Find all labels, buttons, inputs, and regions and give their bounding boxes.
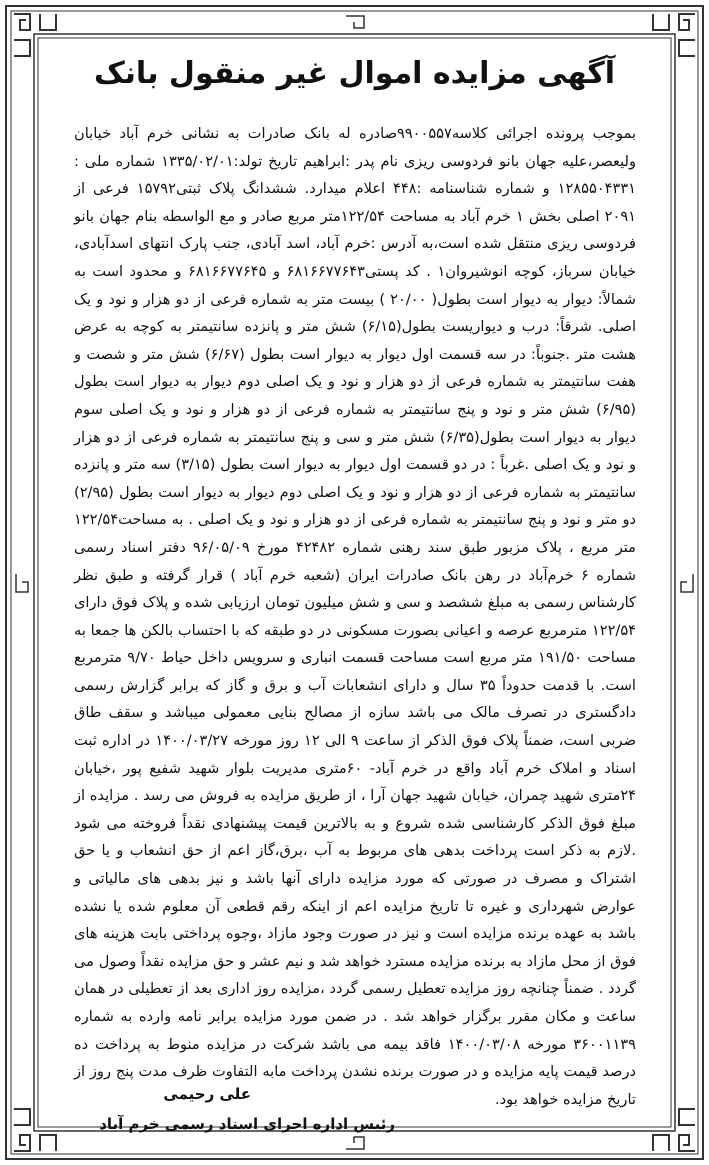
corner-ornament-bottom-right xyxy=(653,1109,695,1151)
notice-body xyxy=(74,120,636,1113)
signer-name: علی رحیمی xyxy=(163,1085,251,1103)
signer-title: رئیس اداره اجرای اسناد رسمی خرم آباد xyxy=(99,1115,395,1133)
corner-ornament-top-right xyxy=(653,14,695,56)
corner-ornament-top-left xyxy=(14,14,56,56)
notice-title: آگهی مزایده اموال غیر منقول بانک xyxy=(93,56,616,91)
notice-body-paragraph: بموجب پرونده اجرائی کلاسه۹۹۰۰۵۵۷صادره له بانک صادرات به نشانی خرم آباد خیابان ولیعصر،علیه جهان بانو فردوسی ریزی نام پدر :ابراهیم تاریخ تولد:۱۳۳۵/۰۲/۰۱ شماره ملی : ۱۲۸۵۵۰۴۳۳۱ و شماره شناسنامه :۴۴۸ اعلام میدارد. ششدانگ پلاک ثبتی۱۵۷۹۲ فرعی از ۲۰۹۱ اصلی بخش ۱ خرم آباد به مساحت ۱۲۲/۵۴متر مربع صادر و مع الواسطه بنام جهان بانو فردوسی ریزی منتقل شده است،به آدرس :خرم آباد، اسد آبادی، جنب پارک انتهای اسدآبادی، خیابان سرباز، کوچه انوشیروان۱ . کد پستی۶۸۱۶۶۷۷۶۴۳ و ۶۸۱۶۶۷۷۶۴۵ و محدود است به شمالاً: دیوار به دیوار است بطول( ۲۰/۰۰ ) بیست متر به شماره فرعی از دو هزار و نود و یک اصلی. شرقاً: درب و دیواریست بطول(۶/۱۵) شش متر و پانزده سانتیمتر به کوچه به عرض هشت متر .جنوباً: در سه قسمت اول دیوار به دیوار است بطول (۶/۶۷) شش متر و شصت و هفت سانتیمتر به شماره فرعی از دو هزار و نود و یک اصلی دوم دیوار به دیوار است بطول (۶/۹۵) شش متر و نود و پنج سانتیمتر به شماره فرعی از دو هزار و نود و یک اصلی سوم دیوار به دیوار است بطول(۶/۳۵) شش متر و سی و پنج سانتیمتر به شماره فرعی از دو هزار و نود و یک اصلی .غرباً : در دو قسمت اول دیوار به دیوار است بطول (۳/۱۵) سه متر و پانزده سانتیمتر به شماره فرعی از دو هزار و نود و یک اصلی دوم دیوار به دیوار است بطول (۲/۹۵) دو متر و نود و پنج سانتیمتر به شماره فرعی از دو هزار و نود و یک اصلی . به مساحت۱۲۲/۵۴ متر مربع ، پلاک مزبور طبق سند رهنی شماره ۴۲۴۸۲ مورخ ۹۶/۰۵/۰۹ دفتر اسناد رسمی شماره ۶ خرم‌آباد در رهن بانک صادرات ایران (شعبه خرم آباد ) قرار گرفته و طبق نظر کارشناس رسمی به مبلغ ششصد و سی و شش میلیون تومان ارزیابی شده و پلاک فوق دارای ۱۲۲/۵۴ مترمربع عرصه و اعیانی بصورت مسکونی در دو طبقه که با احتساب بالکن ها جمعا به مساحت ۱۹۱/۵۰ متر مربع است مساحت قسمت انباری و سرویس داخل حیاط ۹/۷۰ مترمربع است. با قدمت حدوداً ۳۵ سال و دارای انشعابات آب و برق و گاز که برابر گزارش رسمی دادگستری در تصرف مالک می باشد سازه از مصالح بنایی معمولی میباشد و سقف طاق ضربی است، ضمناً پلاک فوق الذکر از ساعت ۹ الی ۱۲ روز مورخه ۱۴۰۰/۰۳/۲۷ در اداره ثبت اسناد و املاک خرم آباد واقع در خرم آباد- ۶۰متری مدیریت بلوار شهید شفیع پور ،خیابان ۲۴متری شهید چمران، خیابان شهید جهان آرا ، از طریق مزایده به فروش می رسد . مزایده از مبلغ فوق الذکر کارشناسی شده شروع و به بالاترین قیمت پیشنهادی نقداً فروخته می شود .لازم به ذکر است پرداخت بدهی های مربوط به آب ،برق،گاز اعم از حق انشعاب و یا حق اشتراک و مصرف در صورتی که مورد مزایده دارای آنها باشد و نیز بدهی های مالیاتی و عوارض شهرداری و غیره تا تاریخ مزایده اعم از اینکه رقم قطعی آن معلوم شده یا نشده باشد به عهده برنده مزایده است و نیز در صورت وجود مازاد ،وجوه پرداختی بابت هزینه های فوق از محل مازاد به برنده مزایده مسترد خواهد شد و نیم عشر و حق مزایده نقداً وصول می گردد . ضمناً چنانچه روز مزایده تعطیل رسمی گردد ،مزایده روز اداری بعد از تعطیلی در همان ساعت و مکان مقرر برگزار خواهد شد . در ضمن مورد مزایده برابر نامه وارده به شماره ۳۶۰۰۱۱۳۹ مورخه ۱۴۰۰/۰۳/۰۸ فاقد بیمه می باشد شرکت در مزایده منوط به پرداخت ده درصد قیمت پایه مزایده و در صورت برنده نشدن پرداخت مابه التفاوت ظرف مدت پنج روز از تاریخ مزایده خواهد بود. xyxy=(74,125,637,1108)
corner-ornament-bottom-left xyxy=(14,1109,56,1151)
